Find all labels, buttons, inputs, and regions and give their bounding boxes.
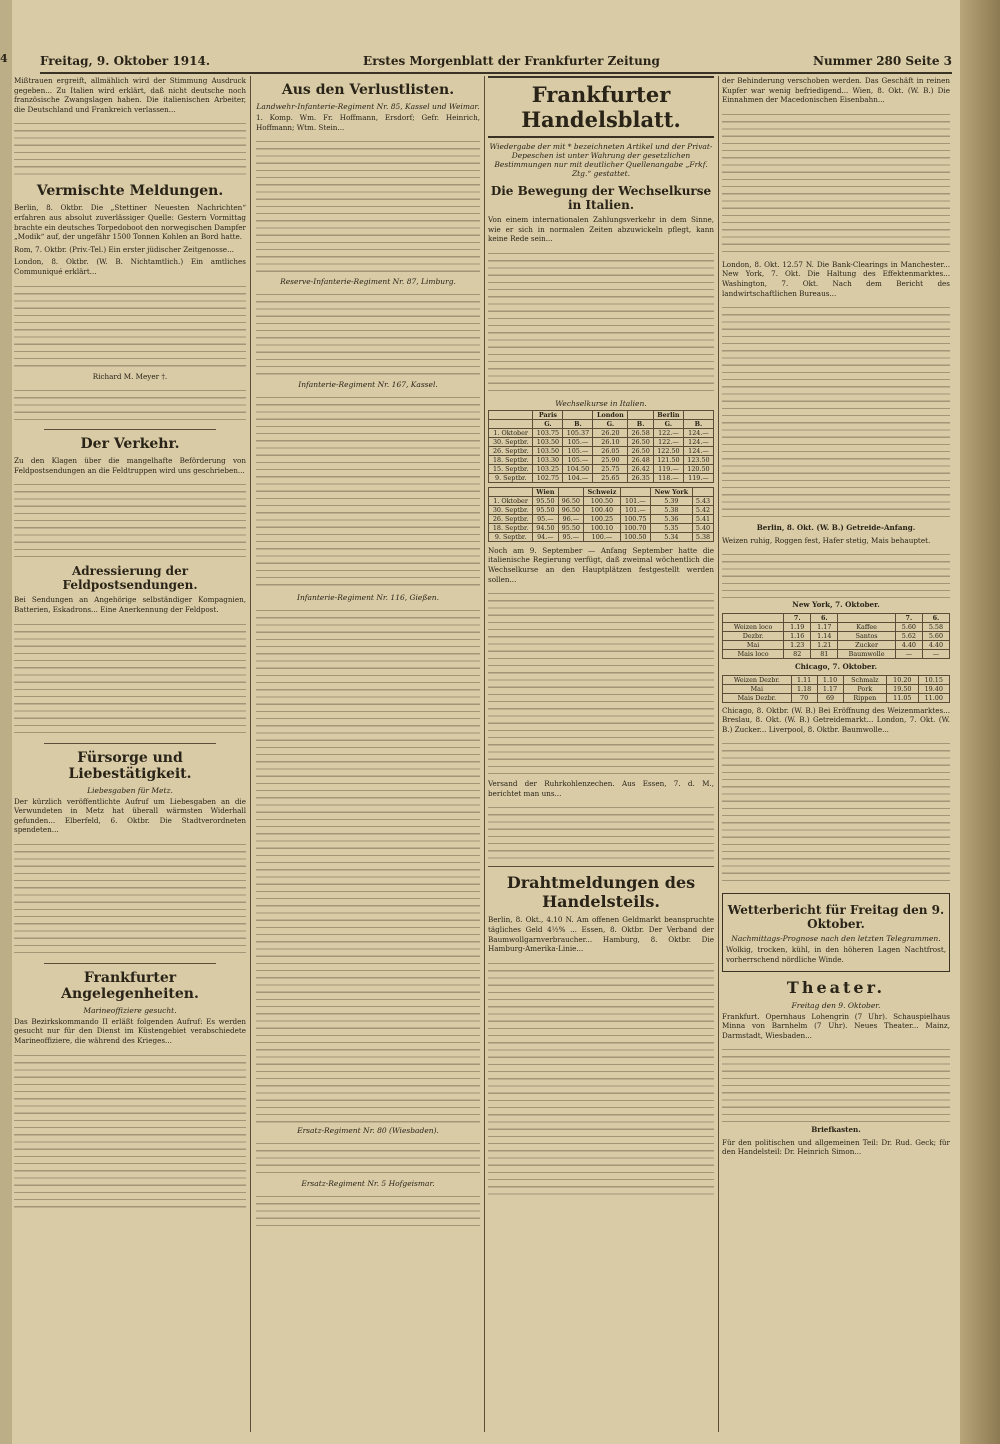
table-header-cell: [489, 410, 533, 419]
table-cell: 18. Septbr.: [489, 455, 533, 464]
section-title-fuersorge: Fürsorge und Liebestätigkeit.: [68, 749, 192, 782]
table-cell: —: [922, 649, 949, 658]
table-cell: Dezbr.: [723, 631, 784, 640]
column-2: [256, 76, 480, 1434]
table-header-cell: 7.: [895, 613, 922, 622]
table-cell: 10.20: [887, 675, 918, 684]
table-cell: 26.58: [628, 428, 654, 437]
text-block: [256, 288, 480, 378]
table-cell: 105.37: [563, 428, 593, 437]
section-title-frankfurter: Frankfurter Angelegenheiten.: [61, 969, 199, 1002]
table-cell: Mai: [723, 684, 792, 693]
table-header-cell: B.: [628, 419, 654, 428]
table-cell: 103.25: [533, 464, 563, 473]
table-header-cell: G.: [533, 419, 563, 428]
table-cell: 26.05: [593, 446, 628, 455]
table-cell: 103.50: [533, 446, 563, 455]
table-row: [723, 675, 950, 684]
table-cell: 1.17: [811, 622, 838, 631]
table-cell: 95.—: [533, 514, 558, 523]
market-heading: Chicago, 7. Oktober.: [794, 661, 878, 671]
table-cell: 95.50: [533, 496, 558, 505]
table-row: [723, 684, 950, 693]
table-cell: 5.42: [692, 505, 713, 514]
text-block: [14, 384, 246, 424]
table-cell: 26. Septbr.: [489, 514, 533, 523]
table-cell: 100.70: [620, 523, 650, 532]
intro-text: Mißtrauen ergreift, allmählich wird der Stimmung Ausdruck gegeben... Zu Italien wird erklärt, daß nicht deutsche noch französische Zwangslagen haben. Die italienischen Arbeiter, die Deutschland und Frankreich verlassen...: [14, 76, 246, 114]
table-cell: 5.60: [895, 622, 922, 631]
table-cell: 30. Septbr.: [489, 505, 533, 514]
table-cell: Kaffee: [838, 622, 896, 631]
table-cell: 5.60: [922, 631, 949, 640]
text-block: [722, 548, 950, 598]
table-cell: 94.50: [533, 523, 558, 532]
table-cell: 10.15: [918, 675, 949, 684]
exchange-rate-table-1: [488, 410, 714, 483]
table-cell: 100.40: [584, 505, 621, 514]
table-cell: 15. Septbr.: [489, 464, 533, 473]
section-title-vermischte: Vermischte Meldungen.: [36, 183, 224, 200]
table-cell: 26.20: [593, 428, 628, 437]
table-cell: 124.—: [683, 428, 713, 437]
briefkasten-title: Briefkasten.: [811, 1125, 861, 1135]
table-cell: 1.21: [811, 640, 838, 649]
divider: [44, 429, 216, 430]
table-header-cell: G.: [653, 419, 683, 428]
text-block: [14, 280, 246, 370]
table-title: Wechselkurse in Italien.: [555, 398, 647, 408]
text-block: [256, 1190, 480, 1230]
text-block: [14, 1049, 246, 1209]
table-header-cell: [489, 487, 533, 496]
table-cell: 100.—: [584, 532, 621, 541]
table-cell: 82: [784, 649, 811, 658]
header-date: Freitag, 9. Oktober 1914.: [40, 54, 211, 68]
section-title-verkehr: Der Verkehr.: [80, 436, 180, 453]
table-cell: 5.35: [650, 523, 692, 532]
regiment-heading: Infanterie-Regiment Nr. 116, Gießen.: [296, 593, 439, 603]
table-cell: 105.—: [563, 455, 593, 464]
table-cell: 81: [811, 649, 838, 658]
column-rule: [718, 76, 719, 1432]
text-block: [722, 737, 950, 887]
table-cell: Mais Dezbr.: [723, 693, 792, 702]
table-cell: 19.40: [918, 684, 949, 693]
article-text: London, 8. Oktbr. (W. B. Nichtamtlich.) Ein amtliches Communiqué erklärt...: [14, 257, 246, 276]
table-cell: 119.—: [653, 464, 683, 473]
table-row: [489, 455, 714, 464]
table-cell: Santos: [838, 631, 896, 640]
table-cell: Schmalz: [843, 675, 887, 684]
page-header: [40, 50, 952, 74]
table-header-cell: B.: [683, 419, 713, 428]
table-cell: 1.19: [784, 622, 811, 631]
table-cell: 101.—: [620, 505, 650, 514]
table-cell: 103.50: [533, 437, 563, 446]
article-text: Der kürzlich veröffentlichte Aufruf um Liebesgaben an die Verwundeten in Metz hat überall wärmsten Widerhall gefunden... Elberfeld, 6. Oktbr. Die Stadtverordneten spendeten...: [14, 796, 246, 835]
book-binding: [960, 0, 1000, 1444]
table-cell: 5.43: [692, 496, 713, 505]
table-row: [723, 622, 950, 631]
table-cell: Mai: [723, 640, 784, 649]
table-cell: 100.25: [584, 514, 621, 523]
table-cell: 121.50: [653, 455, 683, 464]
regiment-heading: Ersatz-Regiment Nr. 5 Hofgeismar.: [301, 1179, 435, 1189]
table-cell: 94.—: [533, 532, 558, 541]
table-cell: 5.36: [650, 514, 692, 523]
table-cell: 25.65: [593, 473, 628, 482]
text-block: [488, 801, 714, 861]
table-cell: 26.10: [593, 437, 628, 446]
table-cell: 100.10: [584, 523, 621, 532]
table-cell: 5.58: [922, 622, 949, 631]
table-cell: 5.62: [895, 631, 922, 640]
table-cell: 1.17: [817, 684, 843, 693]
section-title-feldpost: Adressierung der Feldpostsendungen.: [62, 564, 198, 593]
table-row: [489, 523, 714, 532]
table-cell: 122.50: [653, 446, 683, 455]
header-number: Nummer 280 Seite 3: [812, 54, 952, 68]
table-header-cell: Paris: [533, 410, 563, 419]
table-row: [489, 473, 714, 482]
table-cell: 11.05: [887, 693, 918, 702]
table-row: [723, 693, 950, 702]
article-text: Bei Sendungen an Angehörige selbständiger Kompagnien, Batterien, Eskadrons... Eine Anerkennung der Feldpost.: [14, 595, 246, 614]
regiment-heading: Ersatz-Regiment Nr. 80 (Wiesbaden).: [297, 1126, 439, 1136]
column-1: [14, 76, 246, 1434]
table-cell: 1.18: [791, 684, 817, 693]
section-title-drahtmeldungen: Drahtmeldungen des Handelsteils.: [506, 873, 696, 912]
section-title-theater: Theater.: [786, 977, 886, 997]
weather-title: Wetterbericht für Freitag den 9. Oktober.: [727, 903, 945, 932]
divider: [44, 963, 216, 964]
table-header-cell: 7.: [784, 613, 811, 622]
table-cell: 122.—: [653, 428, 683, 437]
table-cell: 123.50: [683, 455, 713, 464]
table-cell: 9. Septbr.: [489, 473, 533, 482]
table-cell: 26.35: [628, 473, 654, 482]
table-cell: 26.42: [628, 464, 654, 473]
column-rule: [484, 76, 485, 1432]
regiment-heading: Landwehr-Infanterie-Regiment Nr. 85, Kassel und Weimar.: [256, 102, 480, 111]
text-block: [14, 838, 246, 958]
article-text: Von einem internationalen Zahlungsverkehr in dem Sinne, wie er sich in normalen Zeiten abzuwickeln pflegt, kann keine Rede sein...: [488, 215, 714, 244]
table-header-cell: Berlin: [653, 410, 683, 419]
text-block: [722, 108, 950, 258]
table-cell: 100.50: [620, 532, 650, 541]
table-header-cell: [683, 410, 713, 419]
table-header-cell: B.: [563, 419, 593, 428]
column-rule: [250, 76, 251, 1432]
table-row: [723, 640, 950, 649]
table-cell: 1.10: [817, 675, 843, 684]
article-text: Chicago, 8. Oktbr. (W. B.) Bei Eröffnung des Weizenmarktes... Breslau, 8. Okt. (W. B.) Getreidemarkt... London, 7. Okt. (W. B.) Zucker... Liverpool, 8. Oktbr. Baumwolle...: [722, 705, 950, 734]
table-cell: 100.50: [584, 496, 621, 505]
table-header-cell: London: [593, 410, 628, 419]
table-cell: 26.50: [628, 446, 654, 455]
table-cell: 124.—: [683, 437, 713, 446]
table-cell: 26.50: [628, 437, 654, 446]
table-header-cell: G.: [593, 419, 628, 428]
article-text: Das Bezirkskommando II erläßt folgenden Aufruf: Es werden gesucht nur für den Dienst im Küstengebiet verabschiedete Marineoffiziere, die während des Krieges...: [14, 1016, 246, 1046]
table-cell: 19.50: [887, 684, 918, 693]
table-cell: 105.—: [563, 446, 593, 455]
text-block: [14, 478, 246, 558]
table-cell: 9. Septbr.: [489, 532, 533, 541]
text-block: [722, 1043, 950, 1123]
table-cell: 95.—: [558, 532, 583, 541]
table-cell: 104.—: [563, 473, 593, 482]
table-cell: Mais loco: [723, 649, 784, 658]
table-cell: 103.75: [533, 428, 563, 437]
text-block: [488, 247, 714, 397]
subtitle: Liebesgaben für Metz.: [87, 785, 173, 795]
text-block: [722, 301, 950, 521]
subtitle: Marineoffiziere gesucht.: [83, 1005, 177, 1015]
table-row: [489, 514, 714, 523]
table-cell: 118.—: [653, 473, 683, 482]
table-header-cell: [838, 613, 896, 622]
previous-page-strip: [0, 0, 12, 1444]
table-cell: 5.41: [692, 514, 713, 523]
new-york-market-table: [722, 613, 950, 659]
table-cell: 1.16: [784, 631, 811, 640]
table-header-cell: 6.: [811, 613, 838, 622]
text-block: [488, 587, 714, 777]
text-block: [256, 604, 480, 1124]
table-header-cell: Schweiz: [584, 487, 621, 496]
text-block: [256, 391, 480, 591]
table-header-cell: [620, 487, 650, 496]
table-cell: 1.23: [784, 640, 811, 649]
table-cell: 4.40: [922, 640, 949, 649]
table-row: [723, 649, 950, 658]
table-cell: 5.38: [692, 532, 713, 541]
section-title-verlustlisten: Aus den Verlustlisten.: [281, 82, 455, 98]
handelsblatt-title: Frankfurter Handelsblatt.: [488, 76, 714, 138]
article-text: Weizen ruhig, Roggen fest, Hafer stetig, Mais behauptet.: [722, 535, 931, 545]
article-text: der Behinderung verschoben werden. Das Geschäft in reinen Kupfer war wenig befriedigend... Wien, 8. Okt. (W. B.) Die Einnahmen der Macedonischen Eisenbahn...: [722, 76, 950, 105]
article-text: London, 8. Okt. 12.57 N. Die Bank-Clearings in Manchester... New York, 7. Okt. Die Haltung des Effektenmarktes... Washington, 7. Okt. Nach dem Bericht des landwirtschaftlichen Bureaus...: [722, 259, 950, 298]
table-row: [489, 428, 714, 437]
table-cell: 1. Oktober: [489, 428, 533, 437]
table-cell: 5.40: [692, 523, 713, 532]
table-cell: 120.50: [683, 464, 713, 473]
table-cell: 26.48: [628, 455, 654, 464]
regiment-heading: Reserve-Infanterie-Regiment Nr. 87, Limburg.: [280, 277, 456, 287]
article-text: Versand der Ruhrkohlenzechen. Aus Essen, 7. d. M., berichtet man uns...: [488, 779, 714, 798]
table-cell: 18. Septbr.: [489, 523, 533, 532]
table-cell: 30. Septbr.: [489, 437, 533, 446]
header-masthead: Erstes Morgenblatt der Frankfurter Zeitung: [363, 54, 660, 68]
weather-box: [722, 893, 950, 971]
table-header-cell: [692, 487, 713, 496]
theater-listing: Frankfurt. Opernhaus Lohengrin (7 Uhr). Schauspielhaus Minna von Barnhelm (7 Uhr). Neues Theater... Mainz, Darmstadt, Wiesbaden...: [722, 1011, 950, 1040]
table-cell: 101.—: [620, 496, 650, 505]
table-cell: 124.—: [683, 446, 713, 455]
table-cell: 1.11: [791, 675, 817, 684]
article-text: Berlin, 8. Oktbr. Die „Stettiner Neuesten Nachrichten“ erfahren aus absolut zuverlässiger Quelle: Gestern Vormittag brachte ein deutsches Torpedoboot den norwegischen Dampfer „Modik“ auf, der ungefähr 1500 Tonnen Kohlen an Bord hatte.: [14, 203, 246, 242]
article-title: Die Bewegung der Wechselkurse in Italien.: [490, 184, 712, 212]
copyright-note: Wiedergabe der mit * bezeichneten Artikel und der Privat-Depeschen ist unter Wahrung der gesetzlichen Bestimmungen nur mit deutlicher Quellenangabe „Frkf. Ztg.“ gestattet.: [489, 142, 713, 178]
table-row: [723, 631, 950, 640]
table-cell: 96.50: [558, 505, 583, 514]
table-cell: 102.75: [533, 473, 563, 482]
chicago-market-table: [722, 675, 950, 703]
table-cell: 95.50: [533, 505, 558, 514]
article-text: Rom, 7. Oktbr. (Priv.-Tel.) Ein erster jüdischer Zeitgenosse...: [14, 244, 234, 254]
table-cell: 5.34: [650, 532, 692, 541]
table-cell: Baumwolle: [838, 649, 896, 658]
table-cell: 5.39: [650, 496, 692, 505]
table-cell: 5.38: [650, 505, 692, 514]
text-block: [488, 957, 714, 1197]
regiment-heading: Infanterie-Regiment Nr. 167, Kassel.: [298, 380, 438, 390]
column-4: [722, 76, 950, 1434]
table-cell: Zucker: [838, 640, 896, 649]
table-header-cell: [723, 613, 784, 622]
table-cell: 25.90: [593, 455, 628, 464]
table-cell: 70: [791, 693, 817, 702]
table-row: [489, 464, 714, 473]
table-row: [489, 446, 714, 455]
table-cell: Weizen loco: [723, 622, 784, 631]
table-cell: 26. Septbr.: [489, 446, 533, 455]
imprint-text: Für den politischen und allgemeinen Teil: Dr. Rud. Geck; für den Handelsteil: Dr. Heinrich Simon...: [722, 1137, 950, 1157]
table-row: [489, 437, 714, 446]
casualty-text: 1. Komp. Wm. Fr. Hoffmann, Ersdorf; Gefr. Heinrich, Hoffmann; Wtm. Stein...: [256, 113, 480, 132]
text-block: [256, 135, 480, 275]
table-cell: 119.—: [683, 473, 713, 482]
table-cell: 1.14: [811, 631, 838, 640]
table-header-cell: 6.: [922, 613, 949, 622]
table-cell: 122.—: [653, 437, 683, 446]
table-cell: 11.00: [918, 693, 949, 702]
table-cell: Weizen Dezbr.: [723, 675, 792, 684]
edge-page-number: 4: [0, 52, 8, 65]
market-heading: New York, 7. Oktober.: [792, 600, 880, 610]
exchange-rate-table-2: [488, 487, 714, 542]
table-header-cell: Wien: [533, 487, 558, 496]
table-row: [489, 532, 714, 541]
table-cell: 25.75: [593, 464, 628, 473]
table-cell: 105.—: [563, 437, 593, 446]
table-header-cell: [563, 410, 593, 419]
table-cell: 103.30: [533, 455, 563, 464]
table-cell: 95.50: [558, 523, 583, 532]
table-cell: 96.—: [558, 514, 583, 523]
table-cell: 104.50: [563, 464, 593, 473]
table-cell: —: [895, 649, 922, 658]
table-row: [489, 505, 714, 514]
article-text: Zu den Klagen über die mangelhafte Beförderung von Feldpostsendungen an die Feldtruppen wird uns geschrieben...: [14, 456, 246, 475]
table-cell: 1. Oktober: [489, 496, 533, 505]
table-cell: Pork: [843, 684, 887, 693]
table-header-cell: [558, 487, 583, 496]
text-block: [256, 1137, 480, 1177]
table-header-cell: [489, 419, 533, 428]
table-cell: 96.50: [558, 496, 583, 505]
divider: [44, 743, 216, 744]
column-3: [488, 76, 714, 1434]
table-row: [489, 496, 714, 505]
article-text: Noch am 9. September — Anfang September hatte die italienische Regierung verfügt, daß zweimal wöchentlich die Wechselkurse an den Hauptplätzen festgestellt werden sollen...: [488, 545, 714, 584]
obituary-title: Richard M. Meyer †.: [92, 371, 168, 381]
table-header-cell: New York: [650, 487, 692, 496]
table-header-cell: [628, 410, 654, 419]
article-text: Berlin, 8. Okt., 4.10 N. Am offenen Geldmarkt beanspruchte tägliches Geld 4½% ... Essen, 8. Oktbr. Der Verband der Baumwollgarnverbraucher... Hamburg, 8. Oktbr. Die Hamburg-Amerika-Linie...: [488, 915, 714, 954]
text-block: [14, 117, 246, 177]
divider: [488, 866, 714, 867]
text-block: [14, 618, 246, 738]
weather-text: Wolkig, trocken, kühl, in den höheren Lagen Nachtfrost, vorherrschend nördliche Winde.: [726, 945, 946, 964]
table-cell: Rippen: [843, 693, 887, 702]
weather-subtitle: Nachmittags-Prognose nach den letzten Telegrammen.: [731, 934, 941, 944]
table-cell: 69: [817, 693, 843, 702]
market-heading: Berlin, 8. Okt. (W. B.) Getreide-Anfang.: [756, 523, 916, 533]
table-cell: 100.75: [620, 514, 650, 523]
subtitle: Freitag den 9. Oktober.: [791, 1000, 881, 1010]
table-cell: 4.40: [895, 640, 922, 649]
